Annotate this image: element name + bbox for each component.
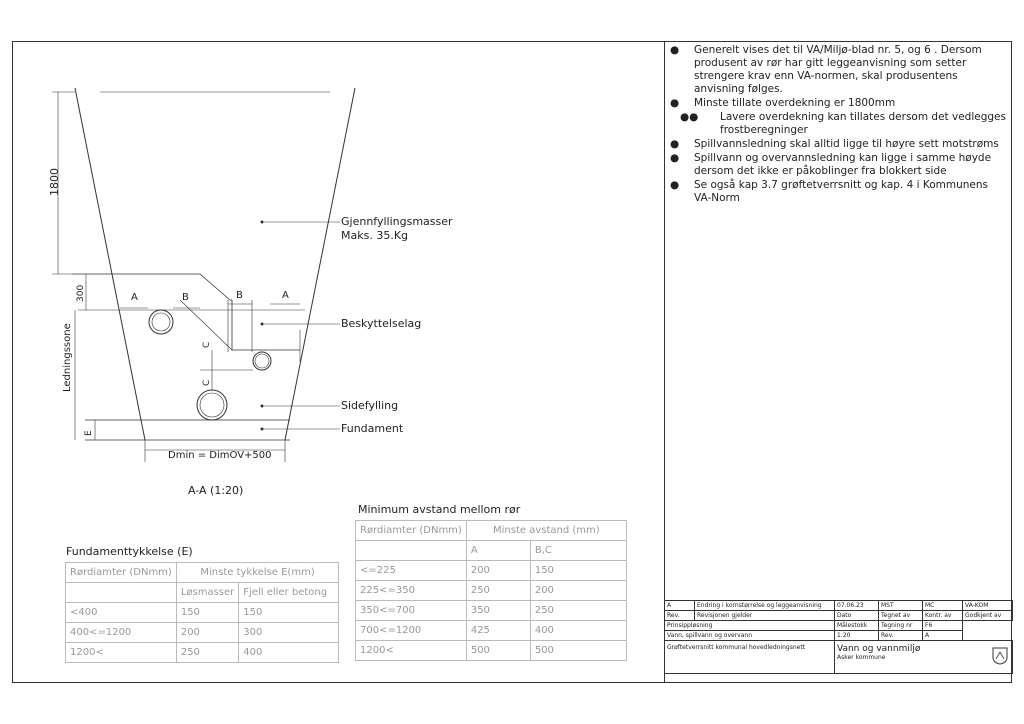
table-row: 1200< 500 500 bbox=[356, 641, 627, 661]
dim-e-label: E bbox=[84, 430, 94, 436]
foundation-header-dn: Rørdiamter (DNmm) bbox=[66, 563, 177, 583]
foundation-table bbox=[65, 562, 339, 663]
title-block-row: Prinsippløsning Målestokk Tegning nr F6 bbox=[665, 621, 1013, 631]
foundation-table-title: Fundamenttykkelse (E) bbox=[66, 545, 193, 558]
table-row: <400 150 150 bbox=[66, 603, 339, 623]
dim-300-label: 300 bbox=[76, 284, 86, 302]
distance-table bbox=[355, 520, 627, 661]
trench-wall-left bbox=[75, 88, 145, 440]
dim-a1-label: A bbox=[131, 292, 138, 303]
org-sub: Asker kommune bbox=[837, 654, 886, 661]
notes-list bbox=[668, 44, 1008, 206]
title-block bbox=[664, 600, 1013, 674]
foundation-header-rock: Fjell eller betong bbox=[239, 583, 339, 603]
dim-a2-label: A bbox=[282, 290, 289, 301]
dim-b1-label: B bbox=[182, 292, 189, 303]
protect-layer-outline bbox=[72, 274, 300, 350]
note-subitem: ●● Lavere overdekning kan tillates dersom det vedlegges frostberegninger bbox=[680, 111, 1006, 136]
table-row: <=225 200 150 bbox=[356, 561, 627, 581]
table-row: 400<=1200 200 300 bbox=[66, 623, 339, 643]
municipal-crest-icon bbox=[992, 647, 1008, 665]
title-block-row: A Endring i kornstørrelse og leggeanvisning 07.06.23 MST MC VA-KOM bbox=[665, 601, 1013, 611]
dim-depth-label: 1800 bbox=[48, 168, 61, 196]
note-item: ● Spillvannsledning skal alltid ligge til høyre sett motstrøms bbox=[670, 138, 999, 150]
pipe-vann bbox=[197, 390, 227, 420]
label-protect: Beskyttelselag bbox=[341, 317, 422, 330]
foundation-header-loose: Løsmasser bbox=[176, 583, 238, 603]
label-side: Sidefylling bbox=[341, 399, 399, 412]
dim-c1-label: C bbox=[202, 341, 212, 348]
table-row: 225<=350 250 200 bbox=[356, 581, 627, 601]
note-item: ● Minste tillate overdekning er 1800mm bbox=[670, 97, 896, 109]
distance-header-min: Minste avstand (mm) bbox=[466, 521, 626, 541]
label-backfill: Gjennfyllingsmasser Maks. 35.Kg bbox=[341, 215, 453, 242]
dmin-label: Dmin = DimOV+500 bbox=[168, 450, 272, 461]
title-block-row: Rev. Revisjonen gjelder Dato Tegnet av Kontr. av Godkjent av bbox=[665, 611, 1013, 621]
table-row: 700<=1200 425 400 bbox=[356, 621, 627, 641]
table-row: 350<=700 350 250 bbox=[356, 601, 627, 621]
foundation-header-min: Minste tykkelse E(mm) bbox=[176, 563, 338, 583]
dim-c2-label: C bbox=[202, 379, 212, 386]
pipe-overvann bbox=[149, 310, 173, 334]
note-item: ● Generelt vises det til VA/Miljø-blad nr. 5, og 6 . Dersom produsent av rør har gitt leggeanvisning som setter strengere krav enn VA-normen, skal produsentens anvisning følges. bbox=[670, 44, 982, 95]
trench-wall-right bbox=[285, 88, 355, 440]
table-row: 1200< 250 400 bbox=[66, 643, 339, 663]
pipe-spillvann bbox=[253, 352, 271, 370]
title-block-row: Grøftetverrsnitt kommunal hovedledningsnett Vann og vannmiljø Asker kommune bbox=[665, 641, 1013, 674]
distance-header-a: A bbox=[466, 541, 530, 561]
title-block-row: Vann, spillvann og overvann 1:20 Rev. A bbox=[665, 631, 1013, 641]
distance-table-title: Minimum avstand mellom rør bbox=[358, 503, 521, 516]
section-label: A-A (1:20) bbox=[188, 484, 244, 497]
note-item: ● Spillvann og overvannsledning kan ligge i samme høyde dersom det ikke er påkoblinger fra blokkert side bbox=[670, 152, 992, 177]
label-foundation: Fundament bbox=[341, 422, 404, 435]
note-item: ● Se også kap 3.7 grøftetverrsnitt og kap. 4 i Kommunens VA-Norm bbox=[670, 179, 989, 204]
dim-b2-label: B bbox=[236, 290, 243, 301]
distance-header-dn: Rørdiamter (DNmm) bbox=[356, 521, 467, 541]
org-name: Vann og vannmiljø bbox=[837, 644, 921, 654]
distance-header-bc: B,C bbox=[530, 541, 626, 561]
dim-zone-label: Ledningssone bbox=[62, 323, 73, 392]
